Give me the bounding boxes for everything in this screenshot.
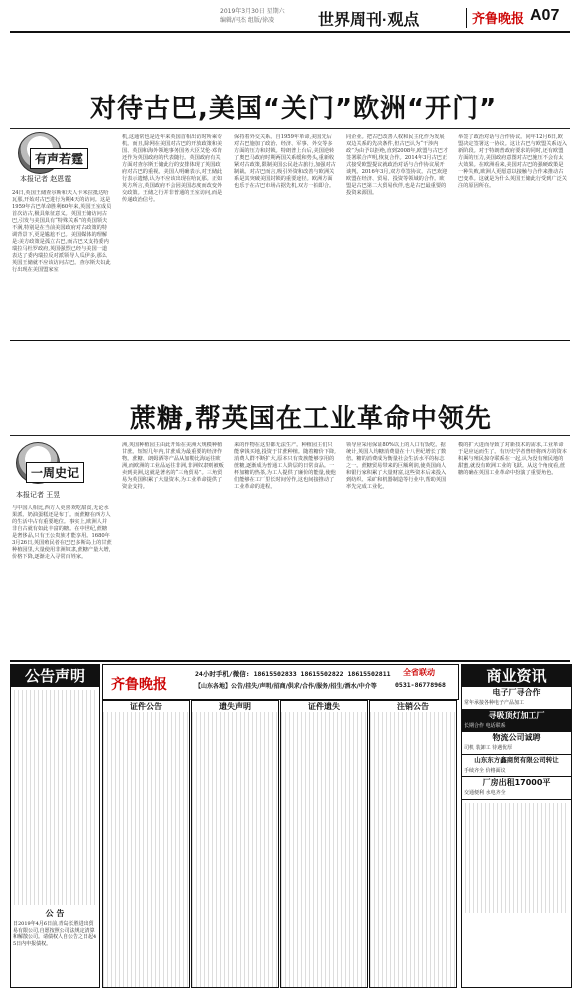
section-title: 世界周刊·观点 — [318, 12, 420, 29]
business-item — [462, 732, 571, 755]
section-head-3: 证件遗失 — [281, 701, 367, 712]
notice-heading: 公 告 — [45, 909, 65, 918]
section-head-1: 证件公告 — [103, 701, 189, 712]
hotline: 24小时手机/微信: 18615502833 18615502822 18615502811 — [195, 670, 391, 678]
notice-listings — [14, 690, 96, 905]
business-item-text: 常年承接各种电子产品加工 — [464, 700, 525, 706]
notice-text: 日2019年4月6日前,青岛长胜进出贸易有限公司,自愿按照公司法规定清算和解散公司。请债权人自公告之日起45日内申报债权。 — [13, 921, 97, 947]
page-number: A07 — [530, 7, 560, 24]
article1-headline: 对待古巴,美国“关门”欧洲“开门” — [90, 94, 498, 124]
classified-col-3 — [280, 700, 368, 988]
article2-head-rule — [10, 435, 570, 436]
classified-col-1 — [102, 700, 190, 988]
masthead-rule — [10, 31, 570, 33]
editor-credits: 编辑/闫杰 组版/徐凌 — [220, 17, 274, 24]
article2-col-1: 与中国人相比,西方人更喜欢吃甜食,无论水果派、奶油蛋糕还是布丁。而蔗糖在西方人的生活中占有重要地位。事实上,欧洲人并非自古就有如此丰富的糖。在中世纪,蔗糖是奢侈品,只有王公贵族才能享用。1680年3月26日,英国殖民者在巴巴多斯岛上的甘蔗种植园里,大量使用非洲奴隶,蔗糖产量大增,价格下降,逐渐走入寻常百姓家。 — [12, 505, 112, 560]
classified-grid — [102, 700, 457, 986]
article1-col-4: 同企业。把古巴改善人权和民主化作为发展双边关系的先决条件,但古巴认为“干涉内政”为由予以拒绝,直到2008年,欧盟与古巴才签署联合声明,恢复合作。2014年3月古巴正式接受欧盟提议就政治对话与合作协议展开谈判。2016年3月,双方草签协议。古巴欢迎欧盟在经济、贸易、投资等领域的合作。欧盟是古巴第二大贸易伙伴,也是古巴最重要的投资来源国。 — [346, 134, 449, 196]
article2-col-4: 领导应采用保证80%以上的人口有饭吃。据统计,英国人均糖消费量在十八世纪增长了数倍。糖的消费成为衡量社会生活水平的标志之一。蔗糖贸易带来的巨额利润,使英国商人和银行家积累了大量财富,这些资本后来投入到纺织、采矿和机器制造等行业中,帮助英国率先完成工业化。 — [346, 442, 447, 490]
classified-col-4 — [369, 700, 457, 988]
business-item — [462, 710, 571, 733]
business-item — [462, 687, 571, 710]
business-item — [462, 777, 571, 800]
classified-logo: 齐鲁晚报 — [111, 677, 167, 693]
article1-col-2: 机,这通常也是近年来英国首相出访时所乘专机。而且,除网在美国对古巴的开放政策和美国、英国和海外领地事务国务大臣艾伦·邓肯还作为英国政府的代表随行。英国政府有关方面对查尔斯王储此行的安排体现了英国政府对古巴的重视。美国人明确表示,对王储此行表示遗憾,认为不应该出现在哈瓦那。正如英方所言,英国政府不会因美国态度而改变外交政策。王储之行并非普通的王室访问,而是传递政治信号。 — [122, 134, 223, 203]
business-item-text: 手续齐全 价格面议 — [464, 767, 506, 774]
classified-col-2 — [191, 700, 279, 988]
business-item-title: 物流公司诚聘 — [492, 733, 541, 742]
business-item-title: 厂房出租17000平 — [482, 778, 551, 787]
service-areas: 【山东各地】公告/挂失/声明/招商/供求/合作/服务/招生/酒水/中介等 — [195, 683, 377, 690]
newspaper-logo: 齐鲁晚报 — [472, 12, 525, 27]
article2-col-2: 洲,英国种植园主由此开始在美洲大规模种植甘蔗。短短几年内,甘蔗成为最重要的经济作物。蔗糖、朗姆酒等产品从加勒比海运往欧洲,而欧洲的工业品运往非洲,非洲奴隶则被贩卖到美洲,这就是著名的“三角贸易”。三角贸易为英国积累了大量资本,为工业革命提供了资金支持。 — [122, 442, 224, 490]
article2-col-5: 模的扩大进而导致了对新技术的需求,工业革命于是应运而生了。有历史学者曾经将西方的资本积累与殖民掠夺联系在一起,认为没有殖民地的甜蜜,就没有欧洲工业的飞跃。从这个角度看,蔗糖的确在英国工业革命中扮演了重要角色。 — [458, 442, 567, 476]
section-head-2: 遗失声明 — [192, 701, 278, 712]
article1-col-3: 保持着外交关系。自1959年革命,美国先后对古巴施加了政治、经济、军事、外交等多方面的压力和封锁。特朗普上台后,美国逆转了奥巴马政府时期两国关系缓和势头,重新收紧对古政策,限制美国公民赴古旅行,加强对古制裁。对古巴而言,吸引外资和改善与欧洲关系是其突破美国封锁的重要途径。欧洲方面也乐于在古巴市场占据先机,双方一拍即合。 — [234, 134, 336, 189]
article2-headline: 蔗糖,帮英国在工业革命中领先 — [130, 404, 492, 434]
column-badge: 有声若霆 — [30, 148, 88, 169]
history-column-badge: 一周史记 — [26, 462, 84, 483]
notice-title: 公告声明 — [11, 665, 99, 687]
business-item-title: 电子厂寻合作 — [492, 688, 541, 697]
business-listings — [465, 803, 568, 913]
business-title: 商业资讯 — [462, 665, 571, 687]
business-column — [461, 664, 572, 988]
landline: 0531-86778968 — [395, 681, 446, 689]
national-label: 全省联动 — [403, 668, 435, 677]
masthead-divider — [466, 8, 467, 28]
article2-byline: 本报记者 王昱 — [16, 491, 61, 499]
article1-col-5: 举签了政治对话与合作协议。同年12月6日,欧盟决定签署这一协议。这让古巴与欧盟关系迈入新阶段。对于特朗普政府要求的同时,还有欧盟方面的压力,美国政府意图对古巴施压不会有太大效果。在欧洲看来,美国对古巴的强硬政策是一种失败,欧洲人更愿意以接触与合作来推动古巴变革。这就是为什么英国王储此行受到广泛关注的原因所在。 — [458, 134, 567, 189]
article1-head-rule — [10, 128, 570, 129]
business-item-title: 寻吸顶灯加工厂 — [488, 710, 545, 720]
business-item-text: 长期合作 电话联系 — [464, 722, 506, 729]
article2-top-rule — [10, 340, 570, 341]
issue-date: 2019年3月30日 星期六 — [220, 8, 285, 15]
article1-byline: 本报记者 赵恩霆 — [20, 175, 72, 183]
classified-header — [102, 664, 459, 700]
business-item-text: 司机 装卸工 待遇优厚 — [464, 745, 513, 751]
section-head-4: 注销公告 — [370, 701, 456, 712]
ads-top-rule — [10, 660, 570, 662]
notice-column — [10, 664, 100, 988]
business-item-text: 交通便利 水电齐全 — [464, 790, 506, 796]
business-item — [462, 755, 571, 778]
article2-col-3: 来的作物在这里都无法生产。种植园主们只能拿钱买地,投资于甘蔗种植。随着糖价下降,消费人群不断扩大,原本只有贵族能够享用的蔗糖,逐渐成为普通工人阶层的日常食品。一杯加糖的热茶,为工人提供了廉价的能量,使他们能够在工厂里长时间劳作,这也间接推动了工业革命的进程。 — [234, 442, 336, 490]
article1-col-1: 24日,英国王储查尔斯和夫人卡米拉抵达哈瓦那,开始对古巴进行为期4天的访问。这是1959年古巴革命胜利60年来,英国王室成员首次访古,极具象征意义。英国王储访问古巴,引发与美国具有“特殊关系”的英国领夫不满,特别是在当前美国政府对古政策的特调背景下,更是尴尬不已。美国媒体的理解是:美方政策是孤立古巴,而古巴又支持委内瑞拉马杜罗政府,英国强烈已经与美国一道表达了委内瑞拉反对派领导人瓜伊多,那么英国王储就不应该访问古巴。查尔斯夫妇此行出现在美国盟家室 — [12, 190, 112, 273]
business-item-title: 山东东方鑫商贸有限公司转让 — [474, 755, 559, 764]
